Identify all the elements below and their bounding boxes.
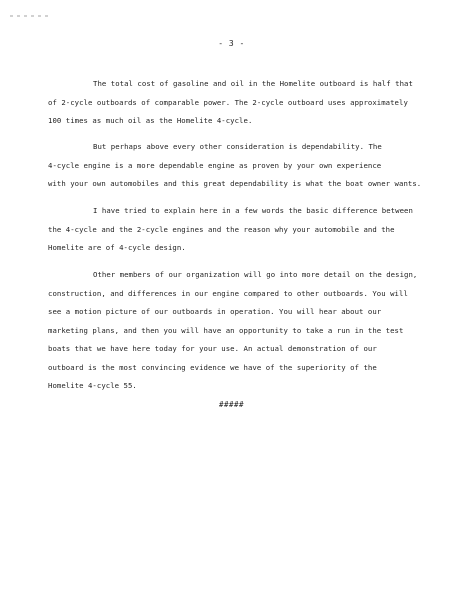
paragraph-line: 4-cycle engine is a more dependable engine as proven by your own experience: [48, 160, 382, 170]
paragraph-line: The total cost of gasoline and oil in the Homelite outboard is half that: [93, 79, 413, 88]
paragraph-line: of 2-cycle outboards of comparable power. The 2-cycle outboard uses approximately: [48, 97, 408, 107]
end-of-section-mark: #####: [218, 400, 245, 409]
paragraph-line: outboard is the most convincing evidence we have of the superiority of the: [48, 362, 377, 372]
paragraph-line: construction, and differences in our engine compared to other outboards. You will: [48, 288, 408, 298]
paragraph-line: boats that we have here today for your use. An actual demonstration of our: [48, 344, 377, 353]
paragraph-line: see a motion picture of our outboards in operation. You will hear about our: [48, 307, 382, 316]
paragraph-line: I have tried to explain here in a few words the basic difference between: [93, 206, 413, 215]
paragraph-line: 100 times as much oil as the Homelite 4-cycle.: [48, 116, 253, 125]
paragraph-line: Homelite 4-cycle 55.: [48, 381, 137, 390]
paragraph-line: the 4-cycle and the 2-cycle engines and the reason why your automobile and the: [48, 224, 395, 234]
paragraph-dependability: [48, 138, 438, 194]
paragraph-line: Other members of our organization will go into more detail on the design,: [93, 270, 418, 279]
paragraph-line: marketing plans, and then you will have an opportunity to take a run in the test: [48, 325, 404, 335]
page-number: - 3 -: [218, 39, 245, 48]
paragraph-line: Homelite are of 4-cycle design.: [48, 243, 186, 252]
paragraph-fuel-cost: [48, 75, 438, 131]
scan-artifact: [10, 15, 50, 17]
paragraph-line: But perhaps above every other consideration is dependability. The: [93, 142, 382, 151]
paragraph-line: with your own automobiles and this great dependability is what the boat owner wants.: [48, 179, 422, 188]
paragraph-organization-details: [48, 266, 438, 396]
paragraph-engine-difference: [48, 202, 438, 258]
